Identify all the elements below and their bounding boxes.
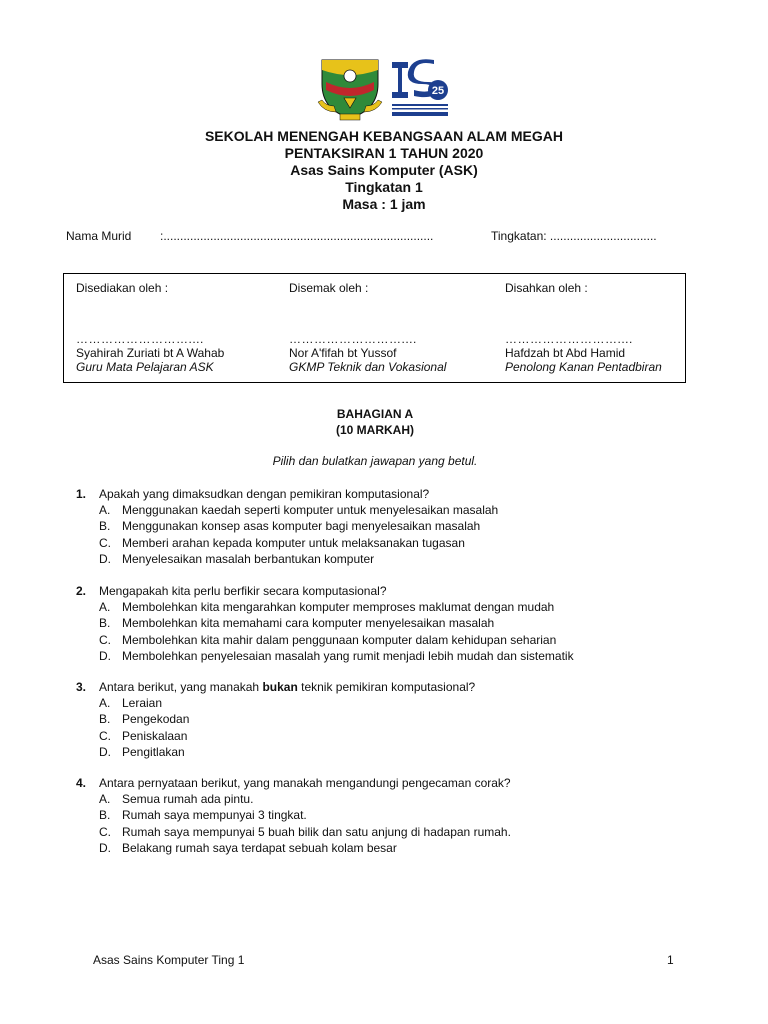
option-text: Membolehkan kita mahir dalam penggunaan komputer dalam kehidupan seharian xyxy=(122,632,557,647)
section-instruction: Pilih dan bulatkan jawapan yang betul. xyxy=(272,454,478,468)
question-text-after: teknik pemikiran komputasional? xyxy=(297,680,476,694)
section-marks: (10 MARKAH) xyxy=(336,423,414,437)
option-text: Memberi arahan kepada komputer untuk melaksanakan tugasan xyxy=(122,535,465,550)
question-emphasis: bukan xyxy=(262,680,298,694)
answer-option[interactable] xyxy=(76,807,696,823)
student-form-field[interactable]: Tingkatan: ................................ xyxy=(491,229,657,243)
question-4 xyxy=(76,775,696,856)
option-text: Menyelesaikan masalah berbantukan komputer xyxy=(122,551,375,566)
option-letter: A. xyxy=(99,600,111,614)
option-text: Menggunakan konsep asas komputer bagi menyelesaikan masalah xyxy=(122,519,481,534)
option-letter: B. xyxy=(99,616,111,631)
question-3 xyxy=(76,679,696,760)
option-letter: A. xyxy=(99,792,111,806)
signature-role: Disahkan oleh : xyxy=(505,281,588,295)
question-stem xyxy=(76,486,696,502)
option-letter: A. xyxy=(99,696,111,710)
option-letter: B. xyxy=(99,808,111,823)
question-stem xyxy=(76,679,696,695)
signature-box xyxy=(63,273,686,383)
answer-option[interactable] xyxy=(76,744,696,760)
option-text: Pengitlakan xyxy=(122,744,185,759)
page-number: 1 xyxy=(667,953,674,967)
answer-option[interactable] xyxy=(76,695,696,711)
option-letter: D. xyxy=(99,744,111,759)
footer-subject: Asas Sains Komputer Ting 1 xyxy=(93,953,245,967)
duration: Masa : 1 jam xyxy=(342,196,426,212)
question-stem xyxy=(76,775,696,791)
answer-option[interactable] xyxy=(76,518,696,534)
option-text: Leraian xyxy=(122,696,163,710)
signature-position: GKMP Teknik dan Vokasional xyxy=(289,360,447,374)
answer-option[interactable] xyxy=(76,728,696,744)
option-text: Semua rumah ada pintu. xyxy=(122,792,254,806)
answer-option[interactable] xyxy=(76,824,696,840)
signature-position: Penolong Kanan Pentadbiran xyxy=(505,360,662,374)
student-name-label: Nama Murid xyxy=(66,229,132,243)
question-number: 4. xyxy=(76,776,87,790)
answer-option[interactable] xyxy=(76,551,696,567)
question-number: 1. xyxy=(76,487,87,501)
signature-line: ……………………….... xyxy=(505,332,633,346)
option-text: Menggunakan kaedah seperti komputer untuk menyelesaikan masalah xyxy=(122,503,499,517)
signature-name: Nor A'fifah bt Yussof xyxy=(289,346,397,360)
signature-name: Hafdzah bt Abd Hamid xyxy=(505,346,626,360)
answer-option[interactable] xyxy=(76,615,696,631)
option-letter: C. xyxy=(99,824,111,839)
school-name: SEKOLAH MENENGAH KEBANGSAAN ALAM MEGAH xyxy=(204,128,564,144)
signature-line: ……………………….... xyxy=(289,332,417,346)
option-letter: C. xyxy=(99,728,111,743)
student-name-field[interactable]: :................................................................................. xyxy=(160,229,434,243)
answer-option[interactable] xyxy=(76,840,696,856)
logo-pair xyxy=(316,54,456,124)
subject-title: Asas Sains Komputer (ASK) xyxy=(290,162,478,178)
question-text: Antara pernyataan berikut, yang manakah mengandungi pengecaman corak? xyxy=(99,776,511,790)
question-text xyxy=(99,679,475,695)
answer-option[interactable] xyxy=(76,632,696,648)
option-letter: D. xyxy=(99,840,111,855)
exam-title: PENTAKSIRAN 1 TAHUN 2020 xyxy=(284,145,484,161)
option-letter: B. xyxy=(99,712,111,727)
anniversary-logo xyxy=(392,59,448,116)
option-text: Rumah saya mempunyai 5 buah bilik dan satu anjung di hadapan rumah. xyxy=(122,824,511,839)
option-text: Peniskalaan xyxy=(122,728,188,743)
anniversary-number: 25 xyxy=(431,85,445,97)
question-text: Apakah yang dimaksudkan dengan pemikiran komputasional? xyxy=(99,487,430,501)
option-text: Pengekodan xyxy=(122,712,190,727)
header-logos xyxy=(316,54,456,124)
answer-option[interactable] xyxy=(76,502,696,518)
answer-option[interactable] xyxy=(76,599,696,615)
question-1 xyxy=(76,486,696,567)
question-number: 3. xyxy=(76,680,87,694)
signature-role: Disemak oleh : xyxy=(289,281,369,295)
school-crest-logo xyxy=(318,60,382,120)
question-text: Mengapakah kita perlu berfikir secara komputasional? xyxy=(99,584,387,598)
option-letter: D. xyxy=(99,551,111,566)
question-stem xyxy=(76,583,696,599)
signature-name: Syahirah Zuriati bt A Wahab xyxy=(76,346,225,360)
question-text-before: Antara berikut, yang manakah xyxy=(99,680,263,694)
option-letter: A. xyxy=(99,503,111,517)
form-title: Tingkatan 1 xyxy=(345,179,423,195)
signature-role: Disediakan oleh : xyxy=(76,281,169,295)
answer-option[interactable] xyxy=(76,648,696,664)
answer-option[interactable] xyxy=(76,791,696,807)
option-text: Belakang rumah saya terdapat sebuah kolam besar xyxy=(122,840,397,855)
question-2 xyxy=(76,583,696,664)
option-letter: D. xyxy=(99,648,111,663)
question-number: 2. xyxy=(76,584,87,598)
exam-header xyxy=(0,128,768,213)
section-title: BAHAGIAN A xyxy=(336,407,414,421)
option-letter: B. xyxy=(99,519,111,534)
option-text: Membolehkan penyelesaian masalah yang rumit menjadi lebih mudah dan sistematik xyxy=(122,648,574,663)
signature-line: ……………………….... xyxy=(76,332,204,346)
option-text: Membolehkan kita mengarahkan komputer memproses maklumat dengan mudah xyxy=(122,600,555,614)
option-text: Rumah saya mempunyai 3 tingkat. xyxy=(122,808,307,823)
option-text: Membolehkan kita memahami cara komputer menyelesaikan masalah xyxy=(122,616,495,631)
answer-option[interactable] xyxy=(76,711,696,727)
option-letter: C. xyxy=(99,632,111,647)
signature-position: Guru Mata Pelajaran ASK xyxy=(76,360,214,374)
answer-option[interactable] xyxy=(76,535,696,551)
option-letter: C. xyxy=(99,535,111,550)
